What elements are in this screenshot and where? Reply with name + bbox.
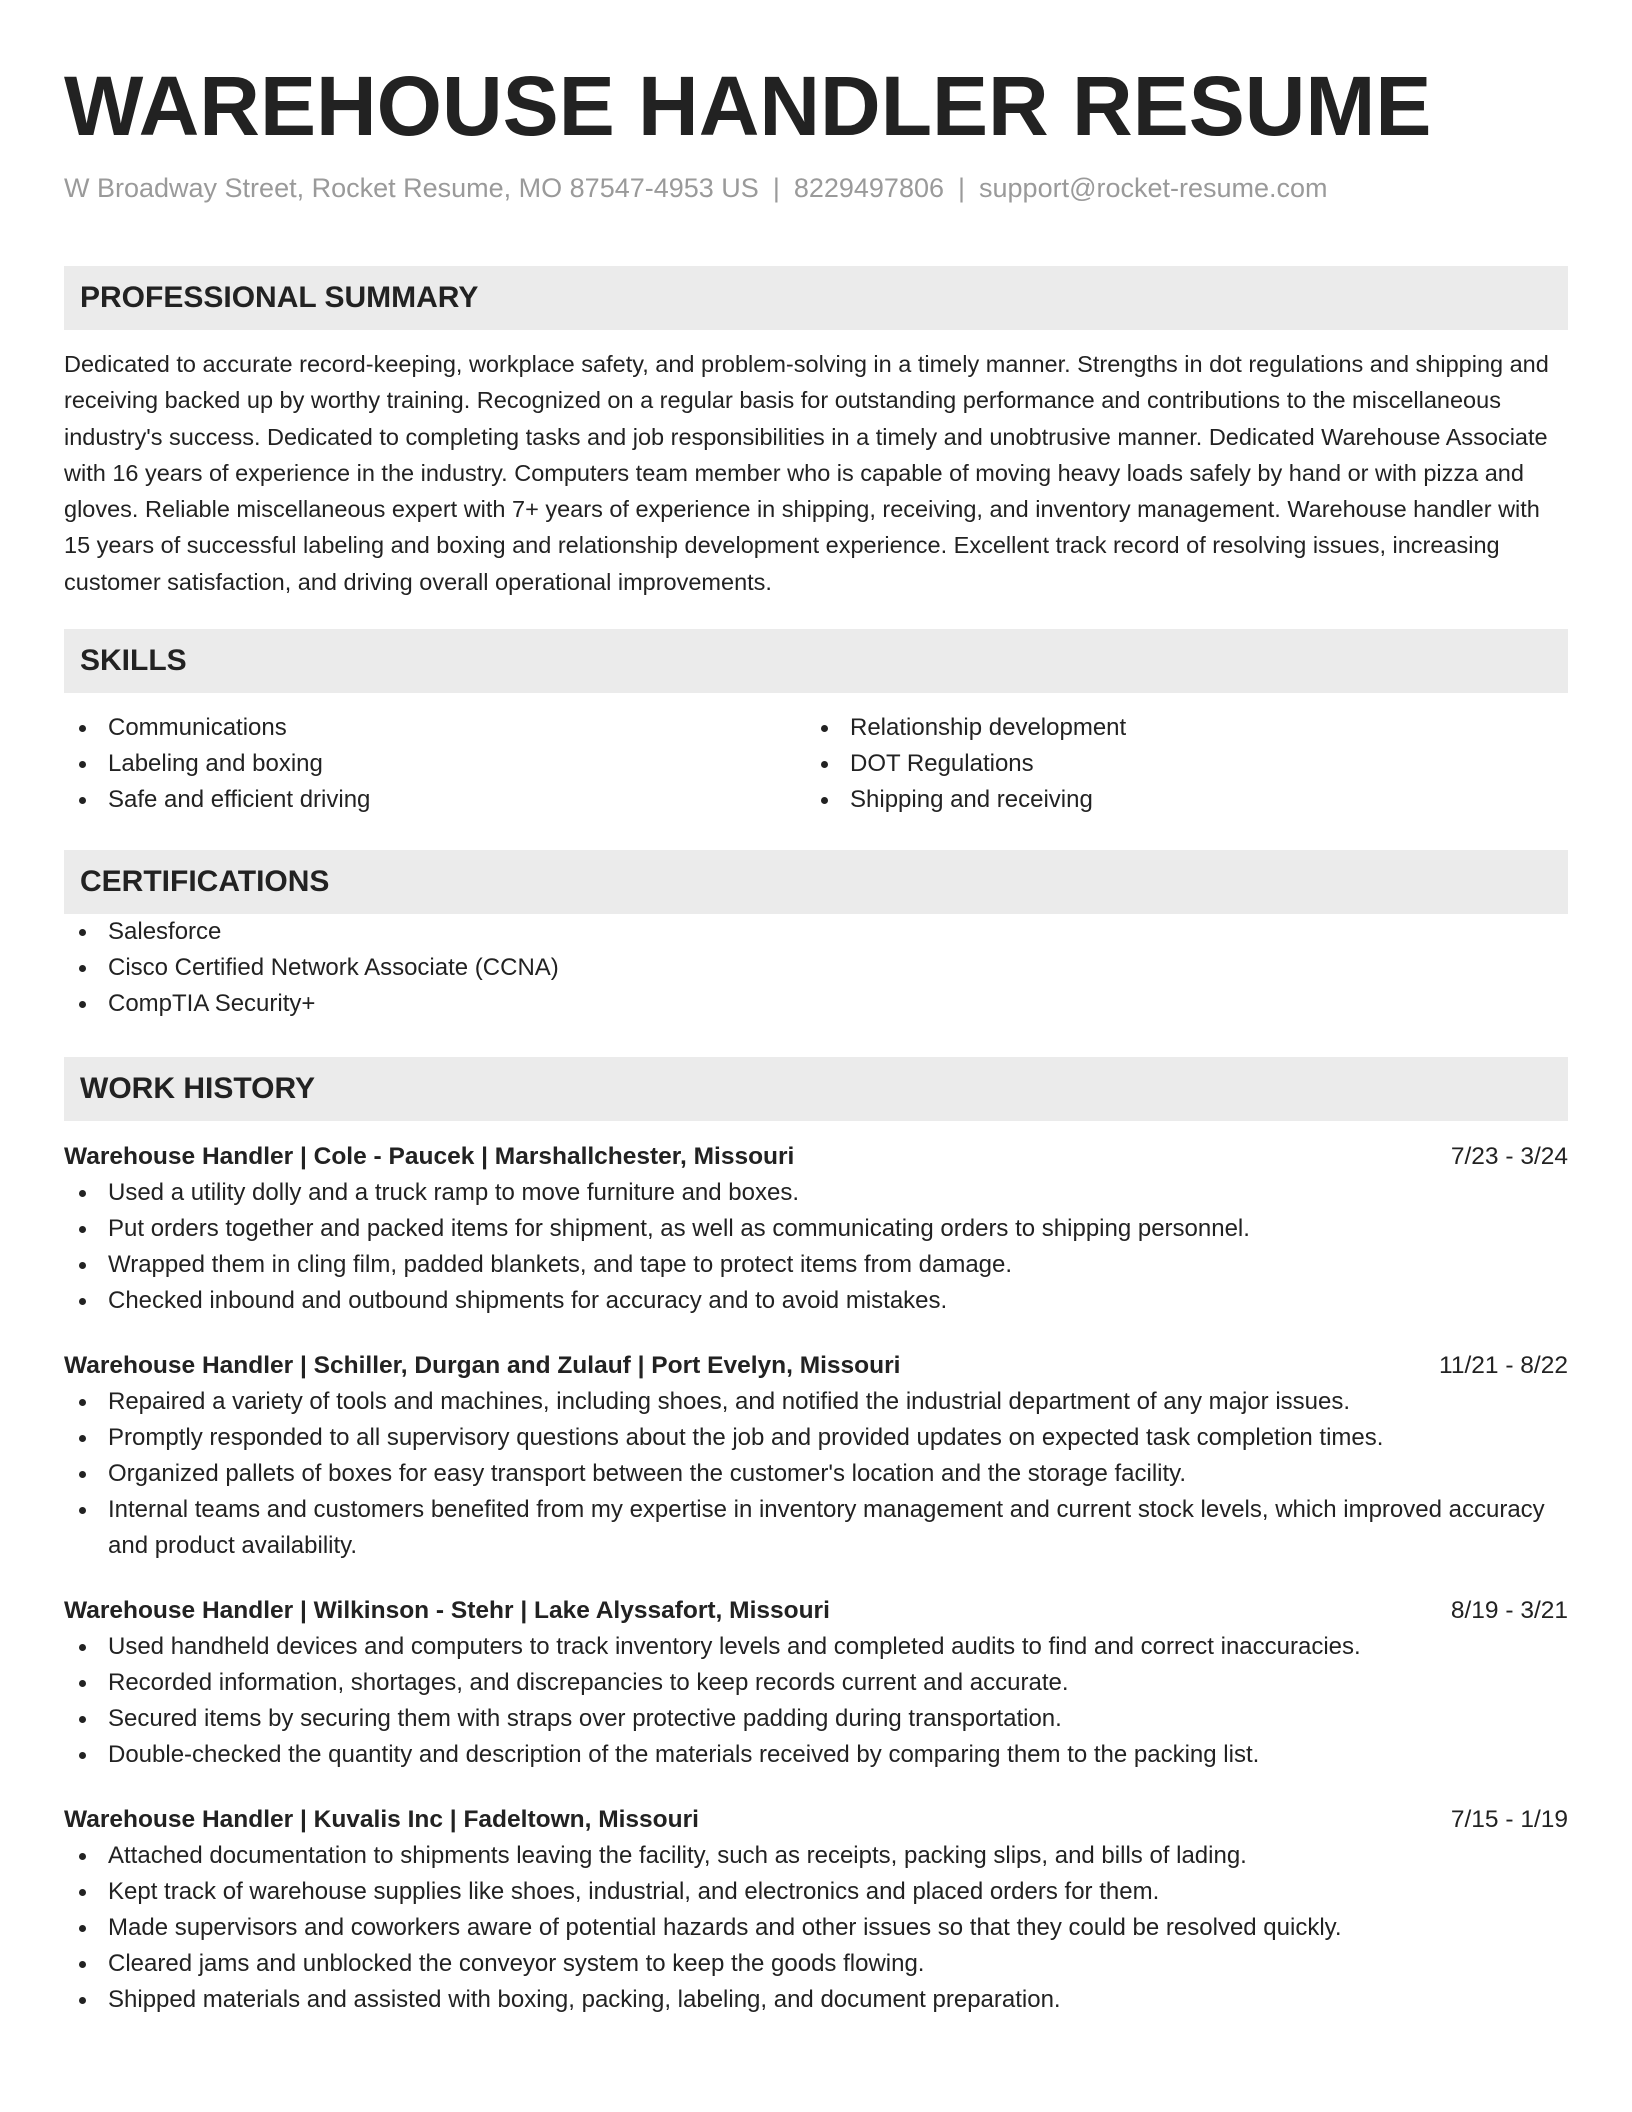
job-entry [64, 1593, 1568, 1773]
job-bullet: Made supervisors and coworkers aware of potential hazards and other issues so that they could be resolved quickly. [64, 1910, 1568, 1946]
job-bullet: Kept track of warehouse supplies like shoes, industrial, and electronics and placed orders for them. [64, 1874, 1568, 1910]
job-bullet: Cleared jams and unblocked the conveyor system to keep the goods flowing. [64, 1946, 1568, 1982]
job-entry [64, 1348, 1568, 1564]
certification-item: Salesforce [64, 914, 1568, 950]
section-heading-skills: SKILLS [64, 629, 1568, 693]
skills-grid [64, 710, 1568, 818]
job-bullet: Organized pallets of boxes for easy transport between the customer's location and the storage facility. [64, 1456, 1568, 1492]
job-bullet: Used a utility dolly and a truck ramp to move furniture and boxes. [64, 1175, 1568, 1211]
job-bullets [64, 1384, 1568, 1564]
job-dates: 8/19 - 3/21 [1450, 1597, 1568, 1625]
certification-item: CompTIA Security+ [64, 986, 1568, 1022]
job-bullet: Attached documentation to shipments leaving the facility, such as receipts, packing slips, and bills of lading. [64, 1838, 1568, 1874]
skill-item: Relationship development [806, 710, 1548, 746]
job-bullet: Shipped materials and assisted with boxing, packing, labeling, and document preparation. [64, 1982, 1568, 2018]
job-bullet: Repaired a variety of tools and machines, including shoes, and notified the industrial department of any major issues. [64, 1384, 1568, 1420]
skill-item: Shipping and receiving [806, 782, 1548, 818]
summary-text: Dedicated to accurate record-keeping, workplace safety, and problem-solving in a timely manner. Strengths in dot regulations and shipping and receiving backed up by worthy training. Recognized on a regular basis for outstanding performance and contributions to the miscellaneous industry's success. Dedicated to completing tasks and job responsibilities in a timely and unobtrusive manner. Dedicated Warehouse Associate with 16 years of experience in the industry. Computers team member who is capable of moving heavy loads safely by hand or with pizza and gloves. Reliable miscellaneous expert with 7+ years of experience in shipping, receiving, and inventory management. Warehouse handler with 15 years of successful labeling and boxing and relationship development experience. Excellent track record of resolving issues, increasing customer satisfaction, and driving overall operational improvements. [64, 351, 1549, 595]
job-title: Warehouse Handler | Wilkinson - Stehr | Lake Alyssafort, Missouri [64, 1597, 830, 1625]
job-bullet: Checked inbound and outbound shipments for accuracy and to avoid mistakes. [64, 1283, 1568, 1319]
skill-item: DOT Regulations [806, 746, 1548, 782]
certification-item: Cisco Certified Network Associate (CCNA) [64, 950, 1568, 986]
job-bullets [64, 1838, 1568, 2018]
job-bullet: Recorded information, shortages, and discrepancies to keep records current and accurate. [64, 1665, 1568, 1701]
contact-email: support@rocket-resume.com [979, 173, 1328, 203]
job-header [64, 1593, 1568, 1629]
job-title: Warehouse Handler | Kuvalis Inc | Fadeltown, Missouri [64, 1806, 699, 1834]
job-bullets [64, 1175, 1568, 1319]
job-header [64, 1348, 1568, 1384]
resume-title: WAREHOUSE HANDLER RESUME [64, 59, 1432, 153]
skill-item: Safe and efficient driving [64, 782, 806, 818]
contact-line [64, 170, 1568, 206]
skill-item: Communications [64, 710, 806, 746]
skills-column-left [64, 710, 806, 818]
contact-address: W Broadway Street, Rocket Resume, MO 87547-4953 US [64, 173, 759, 203]
contact-phone: 8229497806 [793, 173, 944, 203]
job-header [64, 1802, 1568, 1838]
section-heading-summary: PROFESSIONAL SUMMARY [64, 266, 1568, 330]
job-dates: 7/23 - 3/24 [1450, 1143, 1568, 1171]
job-bullet: Secured items by securing them with straps over protective padding during transportation. [64, 1701, 1568, 1737]
skill-item: Labeling and boxing [64, 746, 806, 782]
job-dates: 11/21 - 8/22 [1439, 1352, 1568, 1380]
job-header [64, 1139, 1568, 1175]
job-bullet: Double-checked the quantity and description of the materials received by comparing them to the packing list. [64, 1737, 1568, 1773]
certification-list [64, 914, 1568, 1022]
job-bullet: Used handheld devices and computers to track inventory levels and completed audits to find and correct inaccuracies. [64, 1629, 1568, 1665]
job-bullet: Put orders together and packed items for shipment, as well as communicating orders to shipping personnel. [64, 1211, 1568, 1247]
job-title: Warehouse Handler | Schiller, Durgan and Zulauf | Port Evelyn, Missouri [64, 1352, 901, 1380]
job-bullet: Wrapped them in cling film, padded blankets, and tape to protect items from damage. [64, 1247, 1568, 1283]
contact-separator: | [958, 173, 966, 203]
job-entry [64, 1802, 1568, 2018]
job-bullet: Internal teams and customers benefited from my expertise in inventory management and current stock levels, which improved accuracy and product availability. [64, 1492, 1568, 1564]
contact-separator: | [772, 173, 780, 203]
section-heading-certifications: CERTIFICATIONS [64, 850, 1568, 914]
skills-column-right [806, 710, 1548, 818]
job-title: Warehouse Handler | Cole - Paucek | Marshallchester, Missouri [64, 1143, 795, 1171]
job-dates: 7/15 - 1/19 [1450, 1806, 1568, 1834]
resume-page [64, 56, 1568, 2018]
job-entry [64, 1139, 1568, 1319]
job-bullets [64, 1629, 1568, 1773]
section-heading-work-history: WORK HISTORY [64, 1057, 1568, 1121]
job-bullet: Promptly responded to all supervisory questions about the job and provided updates on expected task completion times. [64, 1420, 1568, 1456]
